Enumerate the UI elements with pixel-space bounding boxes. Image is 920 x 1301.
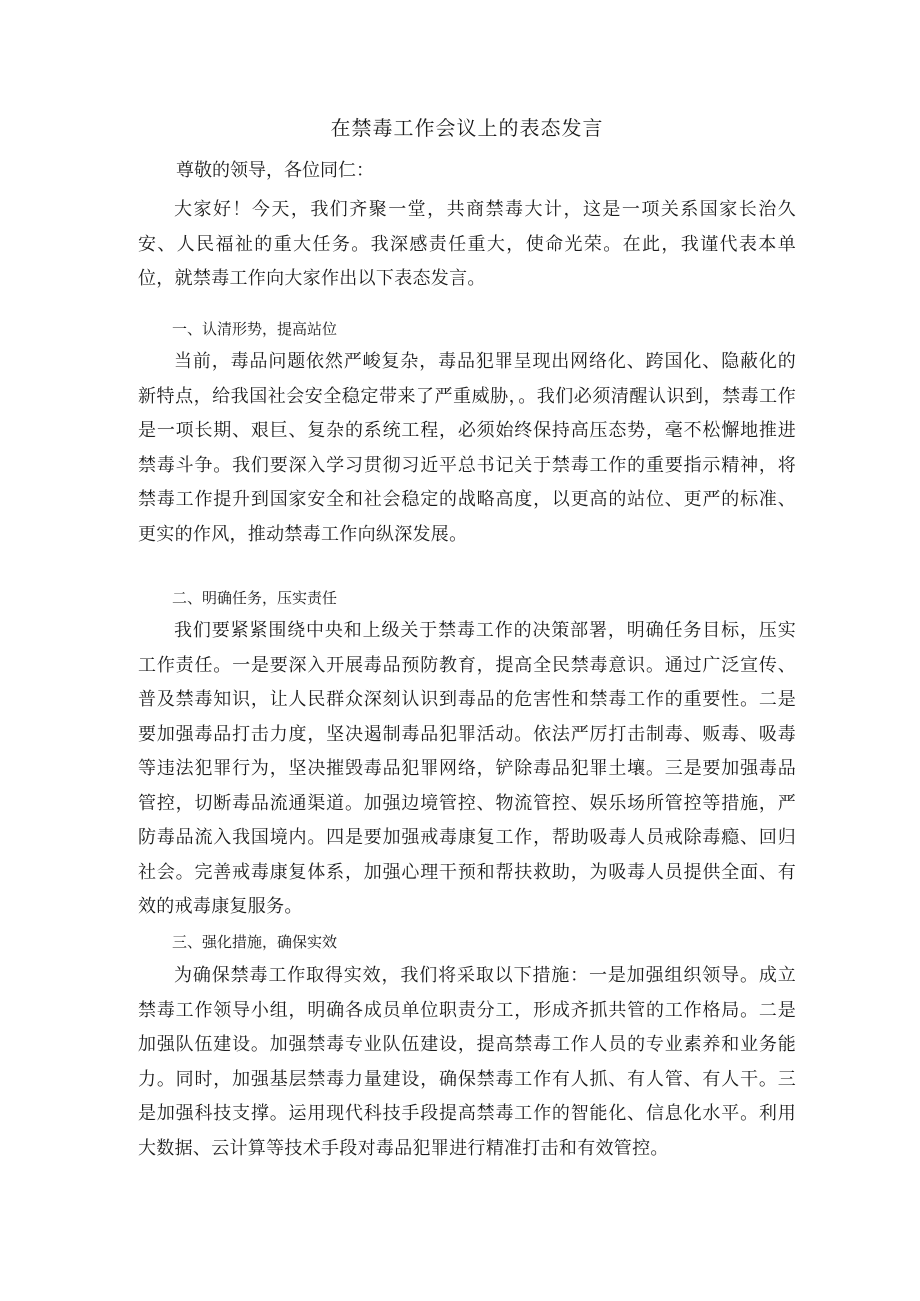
section-body-3: 为确保禁毒工作取得实效，我们将采取以下措施：一是加强组织领导。成立禁毒工作领导小组，明确各成员单位职责分工，形成齐抓共管的工作格局。二是加强队伍建设。加强禁毒专业队伍建设，提高禁毒工作人员的专业素养和业务能力。同时，加强基层禁毒力量建设，确保禁毒工作有人抓、有人管、有人干。三是加强科技支撑。运用现代科技手段提高禁毒工作的智能化、信息化水平。利用大数据、云计算等技术手段对毒品犯罪进行精准打击和有效管控。	[138, 965, 796, 1159]
section-heading-2: 二、明确任务，压实责任	[172, 589, 338, 607]
section-body-1: 当前，毒品问题依然严峻复杂，毒品犯罪呈现出网络化、跨国化、隐蔽化的新特点，给我国社会安全稳定带来了严重威胁，。我们必须清醒认识到，禁毒工作是一项长期、艰巨、复杂的系统工程，必须始终保持高压态势，毫不松懈地推进禁毒斗争。我们要深入学习贯彻习近平总书记关于禁毒工作的重要指示精神，将禁毒工作提升到国家安全和社会稳定的战略高度，以更高的站位、更严的标准、更实的作风，推动禁毒工作向纵深发展。	[138, 351, 796, 545]
greeting: 尊敬的领导，各位同仁：	[176, 160, 374, 181]
section-body-2: 我们要紧紧围绕中央和上级关于禁毒工作的决策部署，明确任务目标，压实工作责任。一是要深入开展毒品预防教育，提高全民禁毒意识。通过广泛宣传、普及禁毒知识，让人民群众深刻认识到毒品的危害性和禁毒工作的重要性。二是要加强毒品打击力度，坚决遏制毒品犯罪活动。依法严厉打击制毒、贩毒、吸毒等违法犯罪行为，坚决摧毁毒品犯罪网络，铲除毒品犯罪土壤。三是要加强毒品管控，切断毒品流通渠道。加强边境管控、物流管控、娱乐场所管控等措施，严防毒品流入我国境内。四是要加强戒毒康复工作，帮助吸毒人员戒除毒瘾、回归社会。完善戒毒康复体系，加强心理干预和帮扶救助，为吸毒人员提供全面、有效的戒毒康复服务。	[138, 620, 796, 917]
section-heading-3: 三、强化措施，确保实效	[172, 933, 338, 951]
intro-paragraph: 大家好！今天，我们齐聚一堂，共商禁毒大计，这是一项关系国家长治久安、人民福祉的重大任务。我深感责任重大，使命光荣。在此，我谨代表本单位，就禁毒工作向大家作出以下表态发言。	[138, 199, 796, 289]
document-title: 在禁毒工作会议上的表态发言	[330, 116, 604, 140]
section-heading-1: 一、认清形势，提高站位	[172, 320, 338, 338]
